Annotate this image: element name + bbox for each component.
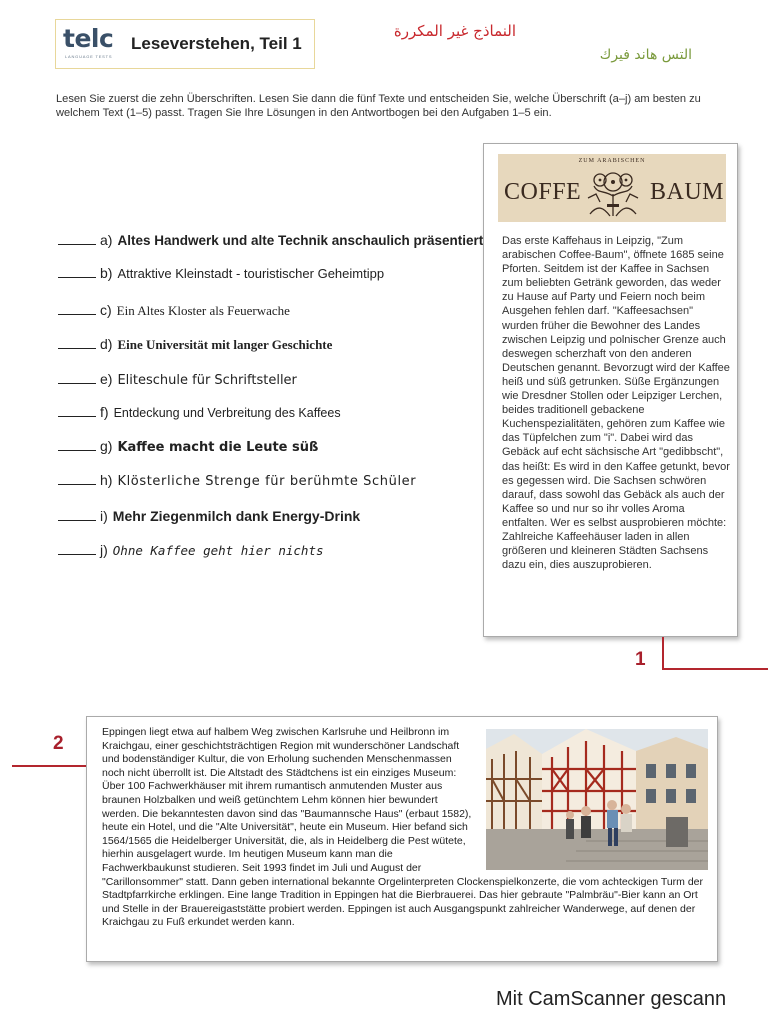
task-item-d [58,336,332,354]
task-letter: f) [100,404,109,420]
header-box [55,19,315,69]
text-number-2: 2 [53,733,64,754]
coffee-baum-logo [498,154,726,222]
text-number-1: 1 [635,649,646,670]
answer-blank[interactable] [58,234,96,245]
task-letter: e) [100,371,113,387]
task-heading: Eine Universität mit langer Geschichte [117,337,333,352]
telc-logo [63,24,125,59]
answer-blank[interactable] [58,474,96,485]
task-letter: i) [100,508,108,524]
arabic-note-red: النماذج غير المكررة [393,22,516,40]
task-heading: Kaffee macht die Leute süß [117,440,319,455]
task-item-h [58,472,416,490]
answer-blank[interactable] [58,544,96,555]
task-heading: Entdeckung und Verbreitung des Kaffees [113,406,341,420]
arabic-note-green: التس هاند فيرك [599,47,692,63]
text-1-body: Das erste Kaffehaus in Leipzig, "Zum arabischen Coffee-Baum", öffnete 1685 seine Pforten. Seitdem ist der Kaffee in Sachsen zum beliebten Getränk geworden, das weder zu Hause auf Party und Feiern noch beim Ausgehen fehlen darf. "Kaffeesachsen" wurden früher die Bewohner des Landes zwischen Leipzig und polnischer Grenze auch deswegen scherzhaft von den anderen Deutschen genannt. Bevorzugt wird der Kaffee heiß und süß getrunken. Süße Ergänzungen wie Dresdner Stollen oder Leipziger Lerchen, beides traditionell gebackene Kuchenspezialitäten, gehören zum Kaffee wie das Tüpfelchen zum "i". Dabei wird das Gebäck auf echt sächsische Art "gedibbscht", das heißt: Es wird in den Kaffee getunkt, bevor es gegessen wird. Die Sachsen schwören darauf, dass sowohl das Gebäck als auch der Kaffee so und nur so ihr volles Aroma entfalten. Wer es selbst ausprobieren möchte: Zahlreiche Kaffeehäuser laden in allen größeren und kleineren Städten Sachsens dazu ein, dies auszuprobieren. [502,235,730,572]
task-item-i [58,508,360,526]
telc-logo-subtext: LANGUAGE TESTS [65,54,113,59]
task-item-f [58,404,341,422]
task-heading: Klösterliche Strenge für berühmte Schüler [117,474,417,489]
task-item-e [58,371,297,389]
logo-left-text: COFFE [504,179,582,205]
answer-blank[interactable] [58,510,96,521]
task-item-g [58,438,318,456]
text-2-container [102,726,712,930]
connector-line-1-horizontal [662,668,768,670]
coffee-tree-emblem-icon [580,164,646,220]
task-heading: Ohne Kaffee geht hier nichts [112,543,324,558]
page-title: Leseverstehen, Teil 1 [131,34,302,53]
task-letter: j) [100,542,108,558]
task-item-j [58,542,324,560]
answer-blank[interactable] [58,373,96,384]
text-card-1 [483,143,738,637]
answer-blank[interactable] [58,338,96,349]
task-heading: Eliteschule für Schriftsteller [117,373,297,388]
text-card-2 [86,716,718,962]
task-letter: d) [100,336,113,352]
task-item-b [58,265,384,283]
task-letter: h) [100,472,113,488]
logo-top-text: ZUM ARABISCHEN [578,158,646,164]
answer-blank[interactable] [58,267,96,278]
task-item-a [58,232,483,250]
task-letter: g) [100,438,113,454]
task-heading: Altes Handwerk und alte Technik anschaulich präsentiert [117,233,484,248]
task-heading: Attraktive Kleinstadt - touristischer Geheimtipp [117,266,385,281]
text-2-body: Eppingen liegt etwa auf halbem Weg zwischen Karlsruhe und Heilbronn im Kraichgau, einer geschichtsträchtigen Region mit wunderschöner Landschaft und bodenständiger Kultur, die von Erholung suchenden Menschenmassen noch nicht überrollt ist. Die Altstadt des Städtchens ist ein einziges Museum: Über 100 Fachwerkhäuser mit ihrem rumantisch anmutenden Muster aus braunen Holzbalken und weiß getünchtem Lehm können hier bewundert werden. Die bekanntesten davon sind das "Baumannsche Haus" (erbaut 1582), heute ein Hotel, und die "Alte Universität", heute ein Museum. Hier befand sich 1564/1565 die Heidelberger Universität, die, als in Heidelberg die Pest wütete, hierhin ausgelagert wurde. Im heutigen Museum kann man die Fachwerkbaukunst studieren. Seit 1993 findet im Juli und August der "Carillonsommer" statt. Dann geben international bekannte Orgelinterpreten Clockenspielkonzerte, die vom achteckigen Turm der Stadtpfarrkirche erklingen. Eine lange Tradition in Eppingen hat die Bierbrauerei. Das hier gebraute "Palmbräu"-Bier kann an Ort und Stelle in der Brauereigaststätte probiert werden. Eppingen ist auch Ausgangspunkt zahlreicher Wanderwege, auf denen der Kraichgau zu Fuß erkundet werden kann. [102,726,704,929]
task-heading: Mehr Ziegenmilch dank Energy-Drink [112,508,361,524]
telc-logo-text: telc [63,24,114,53]
connector-line-1-vertical [662,637,664,670]
connector-line-2 [12,765,87,767]
task-heading: Ein Altes Kloster als Feuerwache [116,303,290,318]
scanner-watermark: Mit CamScanner gescann [496,988,727,1010]
task-letter: c) [100,302,112,318]
task-letter: a) [100,232,113,248]
answer-blank[interactable] [58,440,96,451]
answer-blank[interactable] [58,406,96,417]
answer-blank[interactable] [58,304,96,315]
instructions: Lesen Sie zuerst die zehn Überschriften. Lesen Sie dann die fünf Texte und entscheiden Sie, welche Überschrift (a–j) am besten zu welchem Text (1–5) passt. Tragen Sie Ihre Lösungen in den Antwortbogen bei den Aufgaben 1–5 ein. [56,93,701,119]
logo-right-text: BAUM [650,179,725,205]
task-letter: b) [100,265,113,281]
task-item-c [58,302,290,320]
eppingen-town-photo [486,729,708,870]
